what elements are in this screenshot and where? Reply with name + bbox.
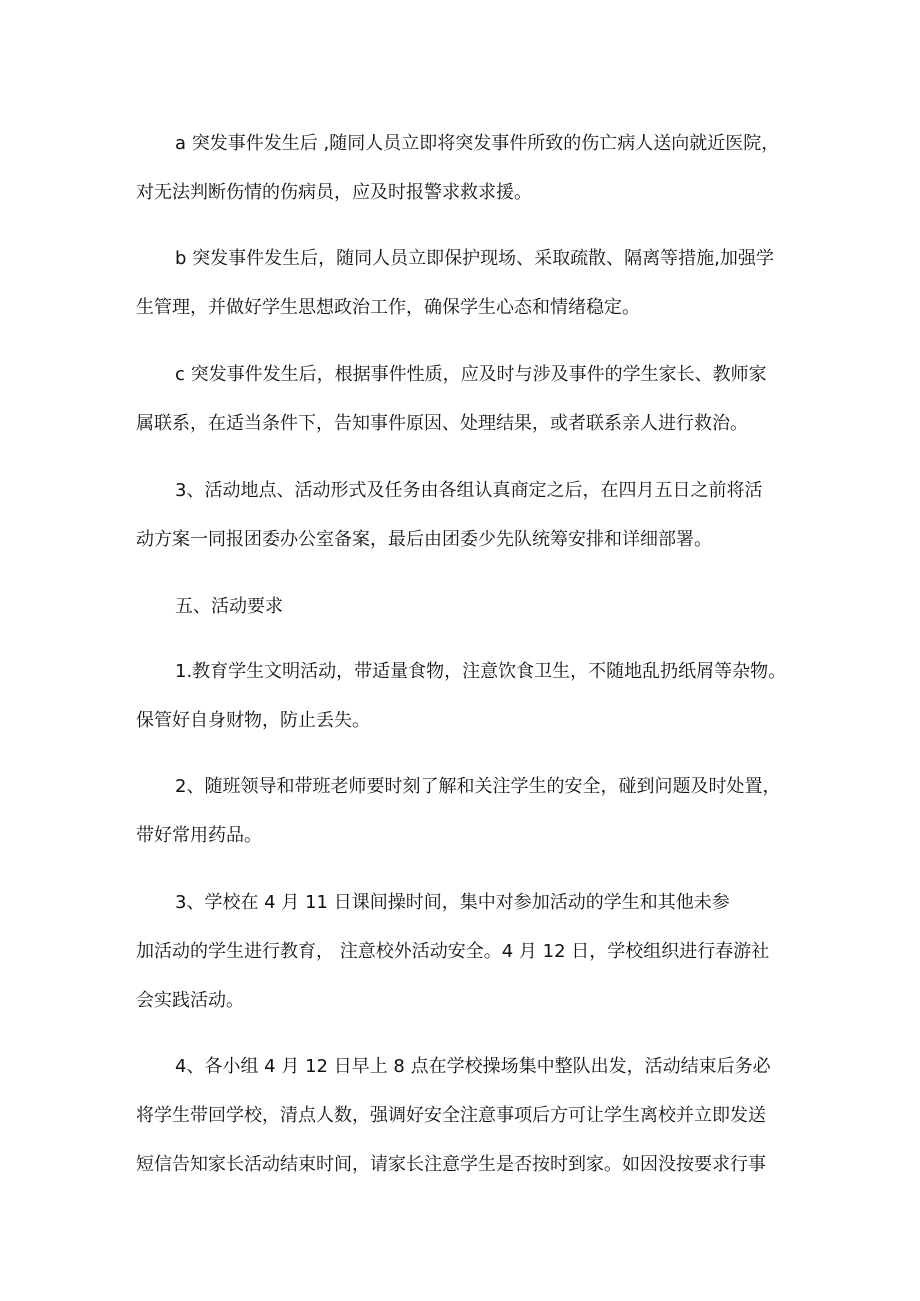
paragraph-3-line-1: 3、活动地点、活动形式及任务由各组认真商定之后，在四月五日之前将活 — [175, 480, 763, 501]
requirement-2-line-1: 2、随班领导和带班老师要时刻了解和关注学生的安全，碰到问题及时处置， — [175, 776, 781, 797]
requirement-4-line-3: 短信告知家长活动结束时间，请家长注意学生是否按时到家。如因没按要求行事 — [136, 1154, 766, 1175]
paragraph-a-line-1: a 突发事件发生后 ,随同人员立即将突发事件所致的伤亡病人送向就近医院， — [175, 133, 780, 154]
paragraph-b-line-1: b 突发事件发生后，随同人员立即保护现场、采取疏散、隔离等措施,加强学 — [175, 248, 774, 269]
requirement-4-line-1: 4、各小组 4 月 12 日早上 8 点在学校操场集中整队出发，活动结束后务必 — [175, 1056, 771, 1077]
requirement-3-line-1: 3、学校在 4 月 11 日课间操时间，集中对参加活动的学生和其他未参 — [175, 892, 730, 913]
requirement-1-line-1: 1.教育学生文明活动，带适量食物，注意饮食卫生，不随地乱扔纸屑等杂物。 — [175, 661, 787, 682]
requirement-3-line-2: 加活动的学生进行教育， 注意校外活动安全。4 月 12 日，学校组织进行春游社 — [136, 941, 770, 962]
requirement-1-line-2: 保管好自身财物，防止丢失。 — [136, 710, 370, 731]
paragraph-c-line-1: c 突发事件发生后，根据事件性质，应及时与涉及事件的学生家长、教师家 — [175, 364, 767, 385]
paragraph-a-line-2: 对无法判断伤情的伤病员，应及时报警求救求援。 — [136, 182, 532, 203]
requirement-2-line-2: 带好常用药品。 — [136, 825, 262, 846]
requirement-3-line-3: 会实践活动。 — [136, 990, 244, 1011]
requirement-4-line-2: 将学生带回学校，清点人数，强调好安全注意事项后方可让学生离校并立即发送 — [136, 1105, 766, 1126]
paragraph-c-line-2: 属联系，在适当条件下，告知事件原因、处理结果，或者联系亲人进行救治。 — [136, 413, 748, 434]
paragraph-3-line-2: 动方案一同报团委办公室备案，最后由团委少先队统筹安排和详细部署。 — [136, 529, 712, 550]
paragraph-b-line-2: 生管理，并做好学生思想政治工作，确保学生心态和情绪稳定。 — [136, 297, 640, 318]
section-heading: 五、活动要求 — [175, 596, 283, 617]
